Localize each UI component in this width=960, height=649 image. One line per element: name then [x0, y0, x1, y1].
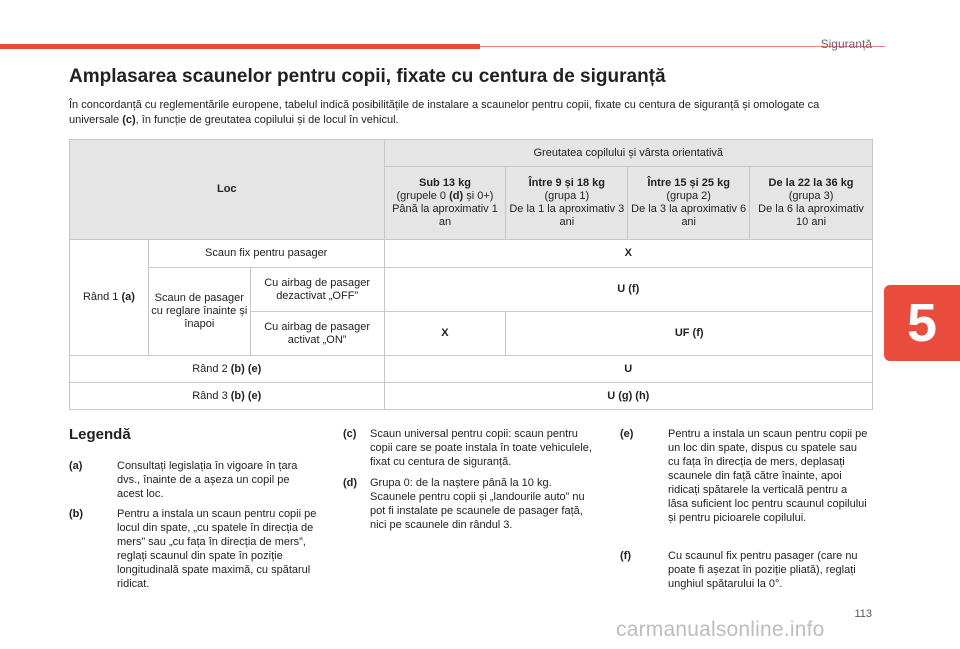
- row2-value: U: [384, 356, 872, 383]
- adjustable-seat-label: Scaun de pasager cu reglare înainte și înapoi: [148, 268, 250, 356]
- intro-note-ref: (c): [122, 114, 136, 126]
- note-key: (d): [343, 477, 358, 489]
- fixed-seat-value: X: [384, 240, 872, 268]
- legend-note-c: [343, 427, 596, 469]
- airbag-off-value: U (f): [384, 268, 872, 312]
- airbag-on-value-group0: X: [384, 312, 506, 356]
- note-key: (a): [69, 460, 83, 472]
- note-text: Consultați legislația în vigoare în țara dvs., înainte de a așeza un copil pe acest loc.: [117, 460, 298, 500]
- legend-title: Legendă: [69, 426, 131, 443]
- intro-text-end: , în funcție de greutatea copilului și de locul în vehicul.: [135, 114, 399, 126]
- legend-note-e: [620, 427, 868, 525]
- col-group: [387, 190, 504, 203]
- col-age: De la 6 la aproximativ 10 ani: [758, 203, 864, 228]
- seat-table: [69, 139, 873, 410]
- row2-label: [70, 356, 385, 383]
- airbag-off-label: Cu airbag de pasager dezactivat „OFF”: [250, 268, 384, 312]
- row1-label: [70, 240, 149, 356]
- col-group: (grupa 2): [666, 190, 711, 202]
- intro-paragraph: [69, 98, 849, 128]
- row-note-ref: (b) (e): [230, 389, 262, 402]
- note-text: Grupa 0: de la naștere până la 10 kg. Scaunele pentru copii și „landourile auto” nu pot fi instalate pe scaunele de pasager față, nici pe scaunele din rândul 3.: [370, 477, 585, 531]
- col-group: (grupa 3): [788, 190, 834, 202]
- col-group-3: [750, 167, 873, 240]
- section-label: Siguranță: [820, 37, 872, 51]
- col-weight: Între 15 și 25 kg: [647, 177, 730, 189]
- watermark: carmanualsonline.info: [616, 618, 825, 641]
- note-key: (c): [343, 428, 357, 440]
- note-text: Pentru a instala un scaun pentru copii pe un loc din spate, dispus cu spatele sau cu fața în direcția de mers, deplasați scaunele din față către înainte, apoi ridicați spătarele la verticală pentru a lăsa suficient loc pentru scaunul copilului și pentru picioarele copilului.: [668, 428, 868, 524]
- note-key: (e): [620, 428, 634, 440]
- legend-note-a: [69, 459, 317, 501]
- page-number: 113: [854, 608, 872, 620]
- row-note-ref: (b) (e): [230, 362, 262, 375]
- legend-note-b: [69, 507, 317, 591]
- col-group-text-end: și 0+): [463, 190, 494, 202]
- airbag-on-label: Cu airbag de pasager activat „ON”: [250, 312, 384, 356]
- row-label-text: Rând 1: [82, 291, 122, 303]
- row3-value: U (g) (h): [384, 383, 872, 410]
- col-age: Până la aproximativ 1 an: [392, 203, 498, 228]
- note-key: (b): [69, 508, 84, 520]
- col-weight: Între 9 și 18 kg: [528, 177, 606, 189]
- airbag-on-value-other: UF (f): [506, 312, 873, 356]
- note-text: Scaun universal pentru copii: scaun pentru copii care se poate instala în toate vehiculele, fixat cu centura de siguranță.: [370, 428, 592, 468]
- note-text: Cu scaunul fix pentru pasager (care nu poate fi așezat în poziție pliată), reglați unghiul spătarului la 0°.: [668, 550, 858, 590]
- page-title: Amplasarea scaunelor pentru copii, fixate cu centura de siguranță: [69, 66, 666, 87]
- row-label-text: Rând 3: [192, 389, 231, 402]
- fixed-seat-label: Scaun fix pentru pasager: [148, 240, 384, 268]
- row-label-text: Rând 2: [192, 362, 231, 375]
- col-group-2: [628, 167, 750, 240]
- header-accent-bar: [0, 44, 480, 49]
- col-group-text: (grupele 0: [396, 190, 450, 202]
- header-weight-group: Greutatea copilului și vârsta orientativă: [384, 140, 872, 167]
- col-weight: Sub 13 kg: [418, 177, 471, 189]
- header-loc: Loc: [70, 140, 385, 240]
- col-age: De la 3 la aproximativ 6 ani: [631, 203, 747, 228]
- col-weight: De la 22 la 36 kg: [768, 177, 854, 189]
- col-group-1: [506, 167, 628, 240]
- col-age: De la 1 la aproximativ 3 ani: [509, 203, 625, 228]
- row-note-ref: (a): [121, 291, 135, 303]
- intro-text: În concordanță cu reglementările europene, tabelul indică posibilitățile de instalare a scaunelor pentru copii, fixate cu centura de siguranță și omologate ca universale: [69, 99, 820, 126]
- col-group-0: [384, 167, 506, 240]
- row3-label: [70, 383, 385, 410]
- chapter-tab: 5: [884, 285, 960, 361]
- note-key: (f): [620, 550, 631, 562]
- legend-note-d: [343, 476, 596, 532]
- col-note-ref: (d): [449, 190, 464, 202]
- legend-note-f: [620, 549, 868, 591]
- note-text: Pentru a instala un scaun pentru copii pe locul din spate, „cu spatele în direcția de mers” sau „cu fața în direcția de mers”, reglați scaunul din spate în poziție longitudinală spate maximă, cu spătarul ridicat.: [117, 508, 317, 590]
- col-group: (grupa 1): [544, 190, 590, 202]
